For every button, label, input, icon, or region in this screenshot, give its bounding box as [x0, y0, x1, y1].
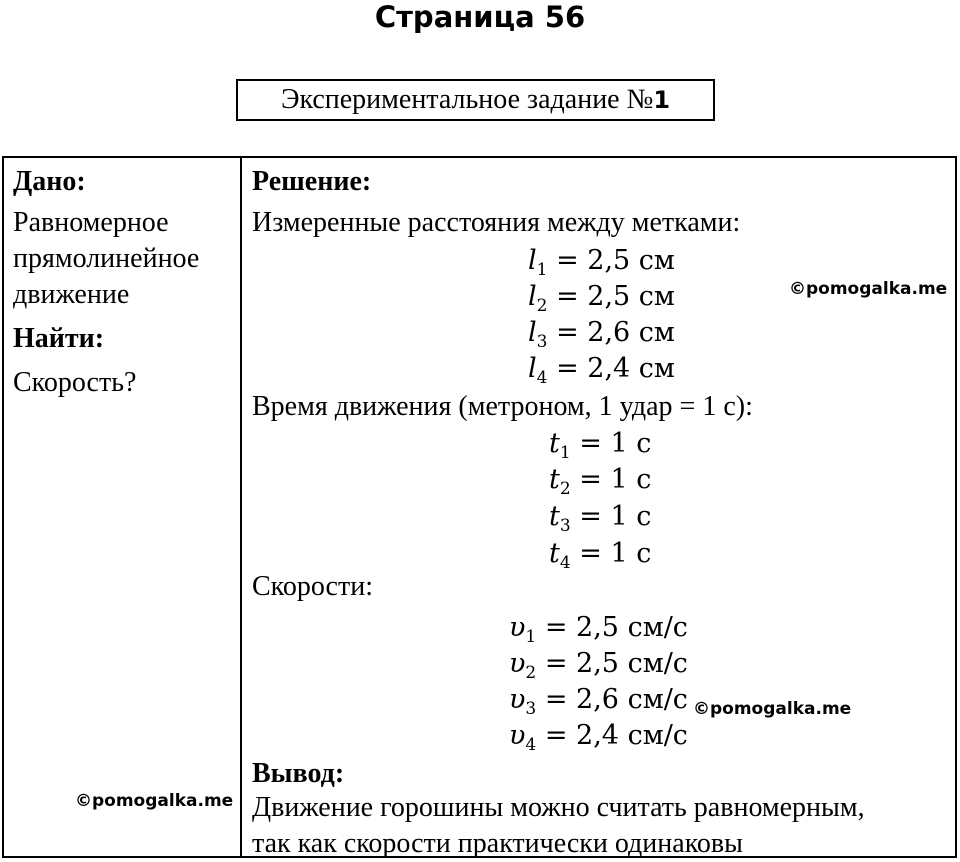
task-number: 1	[653, 86, 671, 114]
speed-formula: $\upsilon_3 = 2,6$ см/с	[509, 684, 688, 719]
distance-formula: $l_3 = 2,6$ см	[528, 317, 675, 352]
distance-formula: $l_4 = 2,4$ см	[528, 353, 675, 388]
distance-formula: $l_1 = 2,5$ см	[528, 245, 675, 280]
conclusion-header: Вывод:	[252, 758, 345, 789]
speed-formula: $\upsilon_1 = 2,5$ см/с	[509, 612, 688, 647]
time-formula: $t_2 = 1$ с	[549, 464, 652, 499]
distances-intro: Измеренные расстояния между метками:	[252, 207, 741, 238]
distance-formula: $l_2 = 2,5$ см	[528, 281, 675, 316]
time-formula: $t_4 = 1$ с	[549, 538, 652, 573]
time-formula: $t_1 = 1$ с	[549, 428, 652, 463]
time-formula: $t_3 = 1$ с	[549, 501, 652, 536]
task-label: Экспериментальное задание №	[280, 84, 654, 115]
speed-intro: Скорости:	[252, 571, 373, 602]
watermark: ©pomogalka.me	[75, 791, 234, 811]
task-title-box	[236, 79, 715, 121]
conclusion-line: так как скорости практически одинаковы	[252, 828, 743, 859]
given-line: Равномерное	[13, 207, 169, 238]
speed-formula: $\upsilon_2 = 2,5$ см/с	[509, 648, 688, 683]
conclusion-line: Движение горошины можно считать равномерным,	[252, 792, 865, 823]
find-header: Найти:	[13, 323, 105, 354]
speed-formula: $\upsilon_4 = 2,4$ см/с	[509, 720, 688, 755]
time-intro: Время движения (метроном, 1 удар = 1 с):	[252, 391, 753, 422]
solution-header: Решение:	[252, 166, 372, 197]
find-text: Скорость?	[13, 367, 137, 398]
solution-table	[2, 156, 957, 858]
given-header: Дано:	[13, 166, 86, 197]
column-divider	[240, 158, 242, 856]
given-line: движение	[13, 279, 130, 310]
given-line: прямолинейное	[13, 243, 200, 274]
watermark: ©pomogalka.me	[789, 279, 948, 299]
page-title: Страница 56	[374, 0, 586, 34]
watermark: ©pomogalka.me	[693, 699, 852, 719]
